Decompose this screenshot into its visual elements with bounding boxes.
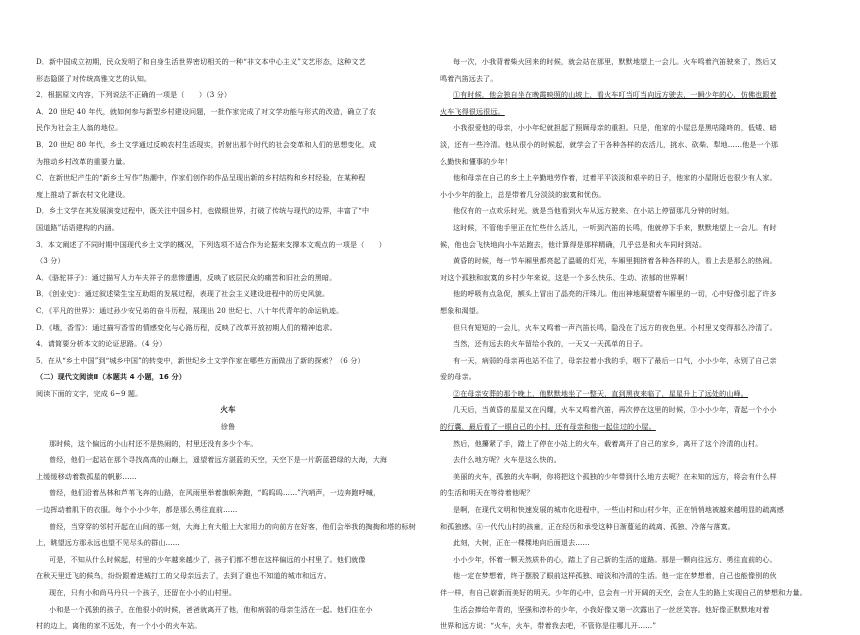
story-paragraph-line: 上缓缓移动着数孤星的帆影…… [36,471,137,481]
story-paragraph-line: 曾经，当穿穿的邻村开起在山间的那一刻，大海上有大船上大家用力的向前方在好客，他们会举我的掏掏和塔的标树 [49,521,416,531]
story-paragraph-line: 在秋天里迁飞的候鸟，纷纷跟着进城打工的父母亲远去了，去到了谁也不知道的城市和远方。 [36,571,331,581]
story-paragraph-line: 世界和远方说：“火车，火车，带着我去吧，不管你是往哪儿开……” [440,621,657,631]
underlined-sentence-1: ①有时候，他会独自坐在晚霞映照的山坡上，看火车叮当叮当向远方驶去，一瞬少年的心，仿佛也跟着 [453,90,777,100]
q2-option-line: B．20 世纪 80 年代，乡土文学通过反映农村生活现实，折射出那个时代的社会变革和人们的思想变化，成 [36,139,377,149]
section-instruction: 阅读下面的文字，完成 6~9 题。 [36,388,143,398]
underlined-sentence-3: 几天后，当黄昏的星星又在闪耀，火车又鸣着汽笛，再次停在这里的时候，③小小少年，背起一个小小 [453,405,777,415]
story-paragraph-line: 可是，不知从什么时候起，村里的少年越来越少了，孩子们都不想在这样偏远的小村里了。他们就像 [49,554,366,564]
story-title: 火车 [220,405,236,415]
underlined-sentence-3-cont: 的行囊，最后看了一眼自己的小村，还有母亲和他一起住过的小屋。 [440,422,656,432]
story-paragraph-line: 一边挥动着肌下的衣服。每个小小少年，都是那么勇往直前…… [36,505,238,515]
story-paragraph-line: 现在，只有小和尚马丹只一个孩子，还留在小小的山村里。 [49,588,237,597]
story-paragraph-line: 去什么地方呢？火车是这么快的。 [453,455,561,465]
q3-option-b: B．《创业史》：通过叙述梁生宝互助组的发展过程，表现了社会主义建设进程中的历史风貌。 [36,289,330,299]
q3-option-c: C．《平凡的世界》：通过孙少安兄弟的奋斗历程，展现出 20 世纪七、八十年代青年的命运轨迹。 [36,305,344,315]
left-column [36,54,420,635]
story-paragraph-line: 此刻，大树，正在一棵棵地向后面退去…… [453,538,590,548]
q2-option-line: 为推动乡村改革的重要力量。 [36,156,130,166]
story-paragraph-line: 伴一样，有自己崭新而美好的明天。少年的心中，总会有一片开阔的天空，会在人生的路上实现自己的梦想和力量。 [440,588,807,597]
story-author: 徐鲁 [220,422,236,432]
story-paragraph-line: 小小少年的脸上，总是带着几分淡淡的寂寞和忧伤。 [440,189,606,199]
story-paragraph-line: 有一天，病弱的母亲再也站不住了，母亲拉着小我的手，咽下了最后一口气，小小少年，永别了自己亲 [453,355,777,365]
story-paragraph-line: 么勤快和懂事的少年！ [440,156,512,166]
story-paragraph-line: 但只有短短的一会儿，火车又鸣着一声汽笛长鸣，隐没在了远方的夜色里。小村里又变得那么冷清了。 [453,322,777,332]
story-paragraph-line: 对这个孤独和寂寞的乡村少年来说，这是一个多么快乐、生动、浓郁的世界啊！ [440,272,692,282]
q3-option-a: A．《骆驼祥子》：通过描写人力车夫祥子的悲惨遭遇，反映了底层民众的痛苦和旧社会的黑暗。 [36,272,337,282]
story-paragraph-line: 然后，他攥紧了手，踏上了停在小站上的火车，载着离开了自己的家乡，离开了这个冷清的山村。 [453,438,763,448]
story-paragraph-line: 生活会捧给年青的，坚强和淳朴的少年，小我好像又第一次露出了一丝丝笑容。他好像正默默地对着 [453,604,770,614]
q4-stem: 4．请简要分析本文的论证思路。（4 分） [36,339,167,349]
right-column [440,54,824,635]
q1-option-d-line-1: D．新中国成立初期，民众发明了和自身生活世界密切相关的一种“非文本中心主义”文艺形态，这种文艺 [36,57,366,66]
q5-stem: 5．在从“乡土中国”到“城乡中国”的转变中，新世纪乡土文学作家在哪些方面做出了新的探索？（6 分） [36,355,365,365]
story-paragraph-line: 爱的母亲。 [440,372,476,382]
story-paragraph-line: 小我很爱他的母亲，小小年纪就担起了照顾母亲的重担。只是，他家的小屋总是黑咕隆咚的，低矮、暗 [453,123,777,133]
story-paragraph-line: 他一定在梦想着，终于摆脱了眼前这样孤独、暗淡和冷清的生活。他一定在梦想着，自己也能像别的伙 [453,571,777,581]
underlined-sentence-4: 和孤独感。④一代代山村的孩童，正在经历和承受这种日渐蔓延的疏离、孤独、冷落与落寞。 [440,521,735,531]
q2-option-line: 国道路”话语建构的内涵。 [36,222,119,232]
story-paragraph-line: 想象和渴望。 [440,305,484,315]
story-paragraph-line: 候，他也会飞快地向小车站跑去，他计算得是那样精确，几乎总是和火车同时到站。 [440,239,707,249]
q2-option-line: 民作为社会主人翁的地位。 [36,123,123,133]
underlined-sentence-2: ②在母亲安葬的那个晚上，他默默地坐了一整天，直到黑夜来临了，星星升上了远处的山峰。 [453,388,748,398]
q1-option-d-line-2: 形态隐匿了对传统高雅文艺的认知。 [36,73,152,83]
story-paragraph-line: 鸣着汽笛远去了。 [440,73,498,83]
section-heading: （二）现代文阅读Ⅱ（本题共 4 小题，16 分） [36,372,186,382]
story-paragraph-line: 小和是一个孤独的孩子，在他很小的时候，爸爸就离开了他，他和病弱的母亲生活在一起。他们住在小 [49,604,373,614]
story-paragraph-line: 他和母亲在自己的乡土上辛勤地劳作着，过着平平淡淡和艰辛的日子，他家的小屋附近也很少有人家。 [453,173,777,183]
q3-stem-line-2: （3 分） [36,256,65,266]
story-paragraph-line: 当然，还有远去的火车留给小我的，一天又一天孤单的日子。 [453,339,648,349]
story-paragraph-line: 那时候，这个偏远的小山村还不是热闹的，村里还没有多少个车。 [49,438,258,448]
story-paragraph-line: 的生活和明天在等待着他呢？ [440,488,534,498]
q2-stem: 2．根据原文内容，下列说法不正确的一项是（ ）（3 分） [36,90,232,100]
story-paragraph-line: 上，眺望远方那永远也望不见尽头的群山…… [36,538,180,548]
story-paragraph-line: 美丽的火车，孤独的火车啊，你将把这个孤独的少年带到什么地方去呢？在未知的远方，将会有什么样 [453,471,777,481]
story-paragraph-line: 村的边上，离他的家不远处，有一个小小的火车站。 [36,621,202,631]
story-paragraph-line: 淡，还有一些冷清。他从很小的时候起，就学会了干各种各样的农活儿，挑水、砍柴、犁地……他是一个那 [440,139,779,149]
q2-option-line: C．在新世纪产生的“新乡土写作”热潮中，作家们创作的作品呈现出新的乡村结构和乡村经验，在某种程 [36,173,366,183]
story-paragraph-line: 每一次，小我背着柴火回来的时候，就会站在那里，默默地望上一会儿。火车鸣着汽笛驶来了，然后又 [453,57,777,66]
story-paragraph-line: 小小少年，怀着一颗天然质朴的心，踏上了自己新的生活的道路。那是一颗向往远方、勇往直前的心。 [453,554,777,564]
story-paragraph-line: 曾经，他们沿着丛林和芦苇飞奔的山路，在风雨里举着旗帜奔跑，“呜呜呜……”汽哨声，一边奔跑呼喊， [49,488,381,498]
q3-option-d: D．《哦，香雪》：通过描写香雪的情感变化与心路历程，反映了改革开放初期人们的精神追求。 [36,322,337,332]
q2-option-line: 度上推动了新农村文化建设。 [36,189,130,199]
q2-option-line: D．乡土文学在其发展演变过程中，既关注中国乡村，也做眼世界，打破了传统与现代的边界，丰富了“中 [36,206,370,216]
q3-stem-line-1: 3．本文阐述了不同时期中国现代乡土文学的概况，下列选项不适合作为论据来支撑本文观点的一项是（ ） [36,239,386,249]
underlined-sentence-1-cont: 火车飞得很远很远。 [440,106,505,116]
story-paragraph-line: 这时候，不管他手里正在忙些什么活儿，一听到汽笛的长鸣，他就停下手来，默默地望上一会儿。有时 [453,222,777,232]
story-paragraph-line: 他仅有的一点欢乐时光，就是当他看到火车从远方驶来、在小站上停留那几分钟的时刻。 [453,206,734,216]
story-paragraph-line: 曾经，他们一起站在那个寻找高高的山巅上，遥望着远方湛蓝的天空，天空下是一片蔚蓝碧绿的大海，大海 [49,455,388,465]
story-paragraph-line: 他的呼吸有点急促，额头上冒出了晶亮的汗珠儿。他出神地凝望着车厢里的一切，心中好像引起了许多 [453,289,777,299]
story-paragraph-line: 黄昏的时候，每一节车厢里都亮起了温暖的灯光，车厢里拥挤着各种各样的人，看上去是那么的热闹。 [453,256,777,266]
story-paragraph-line: 是啊，在现代文明和快速发展的城市化进程中，一些山村和山村少年，正在悄悄地被越来越明显的疏离感 [453,505,784,515]
q2-option-line: A．20 世纪 40 年代，就如何参与新型乡村建设问题，一批作家完成了对文学功能与形式的改造，确立了农 [36,106,377,116]
